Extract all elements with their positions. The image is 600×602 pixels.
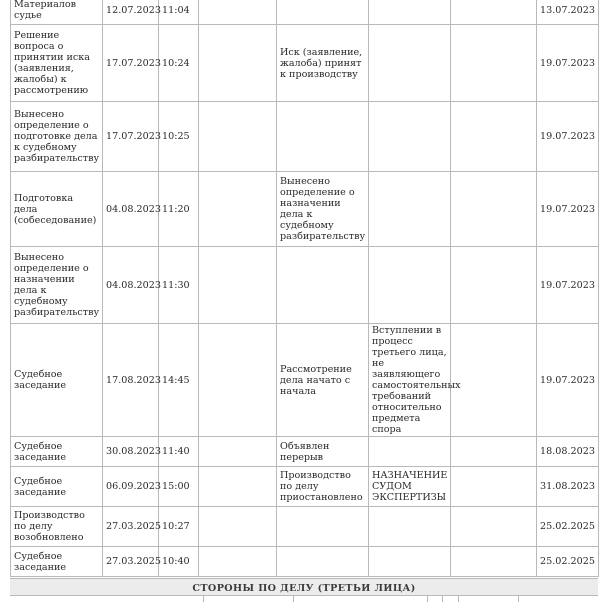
event-published-cell: 19.07.2023 bbox=[537, 102, 599, 172]
event-note-cell bbox=[451, 0, 537, 25]
event-time-cell: 14:45 bbox=[159, 324, 199, 437]
event-location-cell bbox=[199, 507, 277, 547]
event-name-cell: Судебное заседание bbox=[11, 467, 103, 507]
event-name-cell: Судебное заседание bbox=[11, 437, 103, 467]
event-note-cell bbox=[451, 25, 537, 102]
event-basis-cell: Вступлении в процесс третьего лица, не заявляющего самостоятельных требований относительно предмета спора bbox=[369, 324, 451, 437]
parties-table-header-row bbox=[10, 595, 598, 602]
event-published-cell: 25.02.2025 bbox=[537, 547, 599, 577]
event-time-cell: 10:24 bbox=[159, 25, 199, 102]
event-note-cell bbox=[451, 247, 537, 324]
event-name-cell: Судебное заседание bbox=[11, 324, 103, 437]
event-location-cell bbox=[199, 247, 277, 324]
event-basis-cell bbox=[369, 25, 451, 102]
table-row bbox=[11, 467, 599, 507]
event-published-cell: 31.08.2023 bbox=[537, 467, 599, 507]
event-time-cell: 11:20 bbox=[159, 172, 199, 247]
event-basis-cell bbox=[369, 247, 451, 324]
event-time-cell: 10:27 bbox=[159, 507, 199, 547]
parties-section-header bbox=[10, 578, 598, 601]
event-name-cell: Вынесено определение о назначении дела к судебному разбирательству bbox=[11, 247, 103, 324]
case-events-section bbox=[10, 0, 598, 577]
event-name-cell: Решение вопроса о принятии иска (заявления, жалобы) к рассмотрению bbox=[11, 25, 103, 102]
event-basis-cell bbox=[369, 547, 451, 577]
event-time-cell: 11:40 bbox=[159, 437, 199, 467]
event-location-cell bbox=[199, 172, 277, 247]
event-note-cell bbox=[451, 547, 537, 577]
table-row bbox=[11, 324, 599, 437]
event-location-cell bbox=[199, 324, 277, 437]
event-name-cell: Материалов судье bbox=[11, 0, 103, 25]
table-row bbox=[11, 247, 599, 324]
event-published-cell: 19.07.2023 bbox=[537, 172, 599, 247]
event-result-cell bbox=[277, 547, 369, 577]
event-note-cell bbox=[451, 102, 537, 172]
event-date-cell: 04.08.2023 bbox=[103, 172, 159, 247]
event-result-cell bbox=[277, 247, 369, 324]
event-date-cell: 27.03.2025 bbox=[103, 507, 159, 547]
event-time-cell: 10:40 bbox=[159, 547, 199, 577]
event-date-cell: 17.07.2023 bbox=[103, 25, 159, 102]
event-date-cell: 06.09.2023 bbox=[103, 467, 159, 507]
event-published-cell: 13.07.2023 bbox=[537, 0, 599, 25]
event-time-cell: 15:00 bbox=[159, 467, 199, 507]
event-result-cell bbox=[277, 102, 369, 172]
event-date-cell: 04.08.2023 bbox=[103, 247, 159, 324]
event-name-cell: Вынесено определение о подготовке дела к судебному разбирательству bbox=[11, 102, 103, 172]
event-result-cell: Объявлен перерыв bbox=[277, 437, 369, 467]
table-row bbox=[11, 507, 599, 547]
event-location-cell bbox=[199, 437, 277, 467]
event-basis-cell bbox=[369, 507, 451, 547]
event-time-cell: 11:04 bbox=[159, 0, 199, 25]
event-result-cell: Производство по делу приостановлено bbox=[277, 467, 369, 507]
event-location-cell bbox=[199, 25, 277, 102]
event-result-cell bbox=[277, 0, 369, 25]
event-basis-cell bbox=[369, 172, 451, 247]
table-row bbox=[11, 172, 599, 247]
event-date-cell: 17.08.2023 bbox=[103, 324, 159, 437]
parties-section-title: СТОРОНЫ ПО ДЕЛУ (ТРЕТЬИ ЛИЦА) bbox=[192, 583, 416, 594]
event-basis-cell bbox=[369, 437, 451, 467]
event-note-cell bbox=[451, 467, 537, 507]
event-result-cell: Вынесено определение о назначении дела к судебному разбирательству bbox=[277, 172, 369, 247]
event-published-cell: 19.07.2023 bbox=[537, 25, 599, 102]
event-time-cell: 11:30 bbox=[159, 247, 199, 324]
table-row bbox=[11, 547, 599, 577]
event-basis-cell bbox=[369, 0, 451, 25]
event-date-cell: 30.08.2023 bbox=[103, 437, 159, 467]
event-name-cell: Производство по делу возобновлено bbox=[11, 507, 103, 547]
event-location-cell bbox=[199, 467, 277, 507]
event-date-cell: 27.03.2025 bbox=[103, 547, 159, 577]
event-time-cell: 10:25 bbox=[159, 102, 199, 172]
event-date-cell: 12.07.2023 bbox=[103, 0, 159, 25]
event-published-cell: 19.07.2023 bbox=[537, 247, 599, 324]
event-published-cell: 25.02.2025 bbox=[537, 507, 599, 547]
event-name-cell: Подготовка дела (собеседование) bbox=[11, 172, 103, 247]
event-result-cell: Иск (заявление, жалоба) принят к производству bbox=[277, 25, 369, 102]
event-note-cell bbox=[451, 437, 537, 467]
table-row bbox=[11, 102, 599, 172]
event-result-cell bbox=[277, 507, 369, 547]
table-row bbox=[11, 437, 599, 467]
event-name-cell: Судебное заседание bbox=[11, 547, 103, 577]
event-location-cell bbox=[199, 102, 277, 172]
event-basis-cell bbox=[369, 102, 451, 172]
event-location-cell bbox=[199, 547, 277, 577]
table-row bbox=[11, 25, 599, 102]
event-note-cell bbox=[451, 324, 537, 437]
event-result-cell: Рассмотрение дела начато с начала bbox=[277, 324, 369, 437]
event-published-cell: 19.07.2023 bbox=[537, 324, 599, 437]
event-date-cell: 17.07.2023 bbox=[103, 102, 159, 172]
event-note-cell bbox=[451, 507, 537, 547]
case-events-table bbox=[10, 0, 599, 577]
event-location-cell bbox=[199, 0, 277, 25]
table-row bbox=[11, 0, 599, 25]
event-basis-cell: НАЗНАЧЕНИЕ СУДОМ ЭКСПЕРТИЗЫ bbox=[369, 467, 451, 507]
event-note-cell bbox=[451, 172, 537, 247]
event-published-cell: 18.08.2023 bbox=[537, 437, 599, 467]
